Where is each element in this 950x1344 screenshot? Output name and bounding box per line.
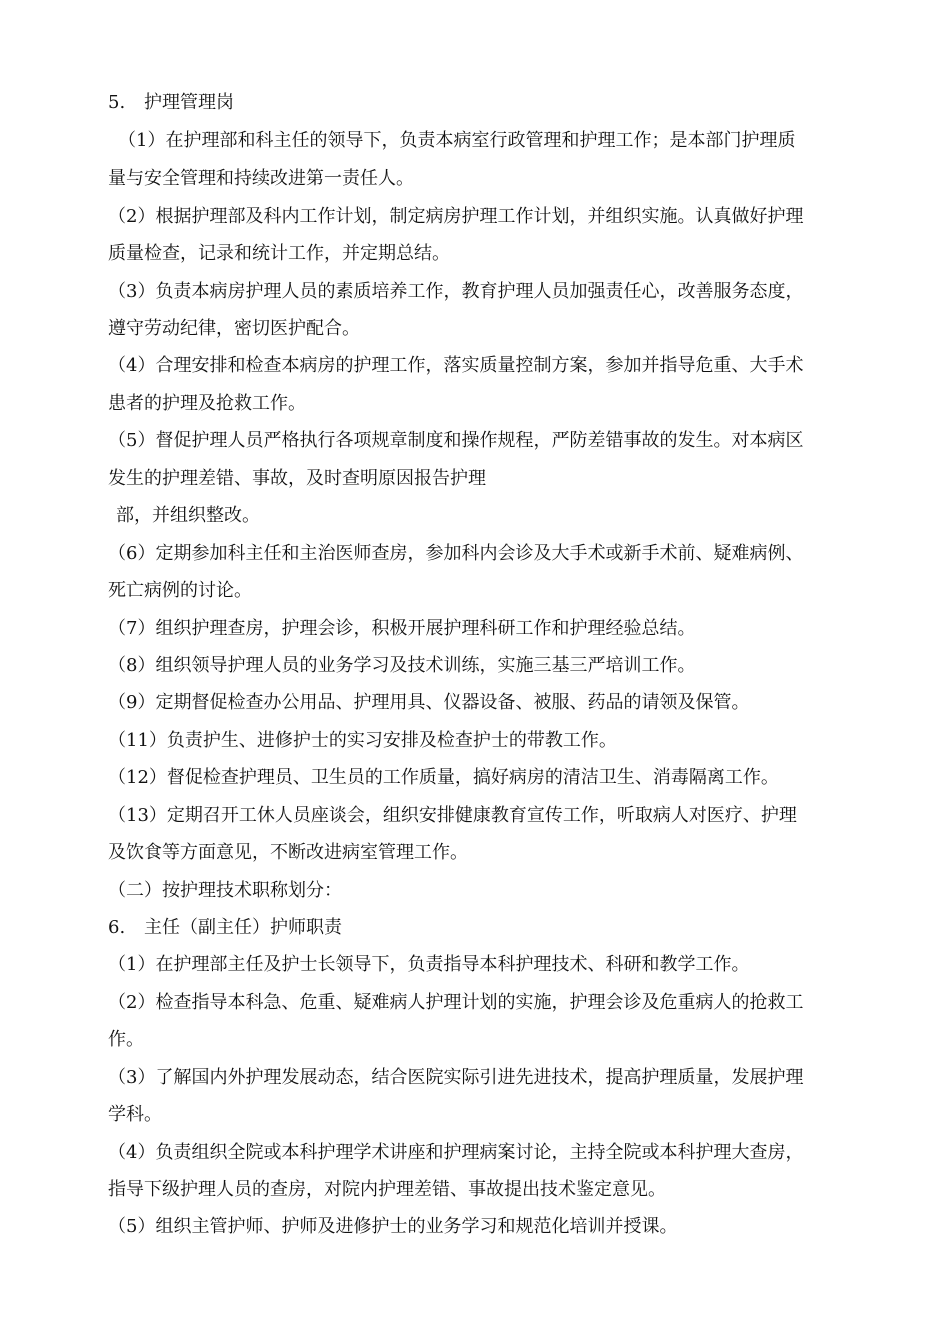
- item-line: （12）督促检查护理员、卫生员的工作质量，搞好病房的清洁卫生、消毒隔离工作。: [108, 767, 779, 788]
- item-line: 及饮食等方面意见，不断改进病室管理工作。: [108, 842, 468, 863]
- item-line: 遵守劳动纪律，密切医护配合。: [108, 318, 360, 339]
- item-line: （4）负责组织全院或本科护理学术讲座和护理病案讨论，主持全院或本科护理大查房，: [108, 1142, 804, 1163]
- item-line: （9）定期督促检查办公用品、护理用具、仪器设备、被服、药品的请领及保管。: [108, 692, 750, 713]
- heading-text: 主任（副主任）护师职责: [144, 917, 342, 938]
- heading-text: 护理管理岗: [144, 92, 234, 113]
- item-line: 作。: [108, 1029, 144, 1050]
- item-line: （3）了解国内外护理发展动态，结合医院实际引进先进技术，提高护理质量，发展护理: [108, 1067, 804, 1088]
- section-heading-5: [108, 90, 853, 116]
- item-line: 死亡病例的讨论。: [108, 580, 252, 601]
- heading-number: 6.: [108, 917, 126, 938]
- item-line: （1）在护理部和科主任的领导下，负责本病室行政管理和护理工作；是本部门护理质: [118, 130, 796, 151]
- item-line: 患者的护理及抢救工作。: [108, 393, 306, 414]
- item-line: 量与安全管理和持续改进第一责任人。: [108, 168, 414, 189]
- item-line: 部，并组织整改。: [116, 505, 260, 526]
- item-line: （5）组织主管护师、护师及进修护士的业务学习和规范化培训并授课。: [108, 1216, 678, 1237]
- item-line: 指导下级护理人员的查房，对院内护理差错、事故提出技术鉴定意见。: [108, 1179, 666, 1200]
- item-line: 质量检查，记录和统计工作，并定期总结。: [108, 243, 450, 264]
- item-line: （7）组织护理查房，护理会诊，积极开展护理科研工作和护理经验总结。: [108, 618, 696, 639]
- item-line: （6）定期参加科主任和主治医师查房，参加科内会诊及大手术或新手术前、疑难病例、: [108, 543, 804, 564]
- item-line: （1）在护理部主任及护士长领导下，负责指导本科护理技术、科研和教学工作。: [108, 954, 750, 975]
- item-line: （13）定期召开工休人员座谈会，组织安排健康教育宣传工作，听取病人对医疗、护理: [108, 805, 797, 826]
- item-line: （2）检查指导本科急、危重、疑难病人护理计划的实施，护理会诊及危重病人的抢救工: [108, 992, 804, 1013]
- item-line: 学科。: [108, 1104, 162, 1125]
- item-line: （4）合理安排和检查本病房的护理工作，落实质量控制方案，参加并指导危重、大手术: [108, 355, 804, 376]
- item-line: 发生的护理差错、事故，及时查明原因报告护理: [108, 468, 486, 489]
- item-line: （3）负责本病房护理人员的素质培养工作，教育护理人员加强责任心，改善服务态度，: [108, 281, 804, 302]
- item-line: （11）负责护生、进修护士的实习安排及检查护士的带教工作。: [108, 730, 617, 751]
- subheading: （二）按护理技术职称划分：: [108, 880, 342, 901]
- item-line: （8）组织领导护理人员的业务学习及技术训练，实施三基三严培训工作。: [108, 655, 696, 676]
- section-heading-6: [108, 915, 853, 941]
- item-line: （5）督促护理人员严格执行各项规章制度和操作规程，严防差错事故的发生。对本病区: [108, 430, 804, 451]
- heading-number: 5.: [108, 92, 126, 113]
- item-line: （2）根据护理部及科内工作计划，制定病房护理工作计划，并组织实施。认真做好护理: [108, 206, 804, 227]
